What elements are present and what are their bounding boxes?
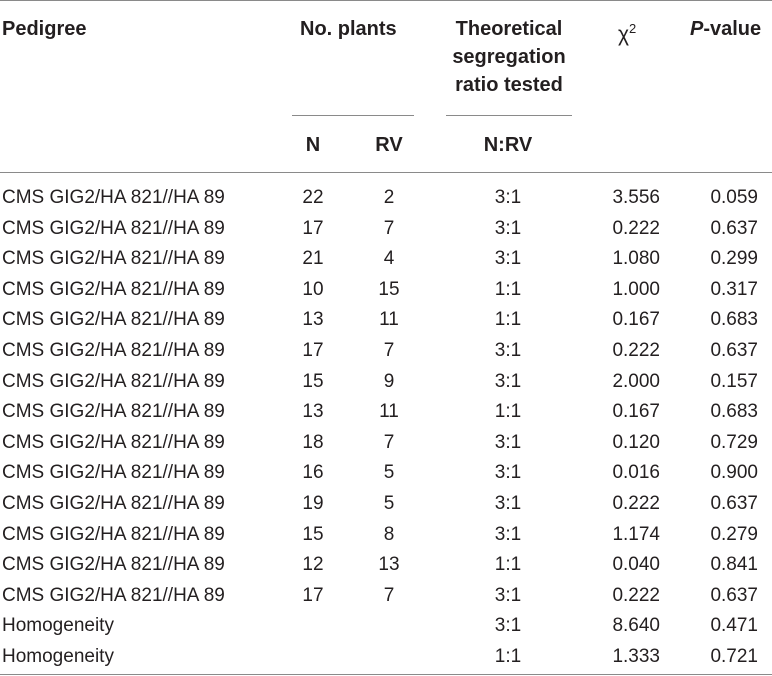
cell-pedigree: CMS GIG2/HA 821//HA 89 [2,523,225,545]
cell-ratio: 3:1 [494,340,522,361]
cell-rv: 13 [378,554,400,576]
cell-rv: 7 [383,431,395,453]
cell-ratio: 1:1 [494,309,522,331]
cell-p-value: 0.900 [710,462,758,484]
cell-n: 10 [302,278,324,300]
cell-ratio: 1:1 [494,646,522,667]
cell-pedigree: CMS GIG2/HA 821//HA 89 [2,431,225,453]
cell-pedigree: CMS GIG2/HA 821//HA 89 [2,584,225,606]
cell-chi2: 1.174 [612,523,660,545]
cell-pedigree: CMS GIG2/HA 821//HA 89 [2,401,225,423]
cell-chi2: 1.080 [612,248,660,270]
cell-pedigree: CMS GIG2/HA 821//HA 89 [2,217,225,239]
cell-n: 15 [302,523,324,545]
cell-n: 13 [302,401,324,423]
cell-pedigree: CMS GIG2/HA 821//HA 89 [2,278,225,300]
cell-ratio: 1:1 [494,554,522,576]
cell-pedigree: CMS GIG2/HA 821//HA 89 [2,309,225,331]
header-pedigree: Pedigree [2,18,87,40]
cell-n: 19 [302,493,324,514]
cell-n: 22 [302,187,324,208]
cell-ratio: 3:1 [494,217,522,239]
cell-chi2: 0.167 [612,401,660,423]
cell-chi2: 1.333 [612,646,660,667]
cell-pedigree: CMS GIG2/HA 821//HA 89 [2,493,225,514]
cell-p-value: 0.637 [710,217,758,239]
cell-ratio: 3:1 [494,187,522,208]
cell-n: 12 [302,554,324,576]
table-bottom-rule [0,674,772,675]
cell-n: 18 [302,431,324,453]
header-rv: RV [375,134,403,156]
chi-superscript: 2 [629,21,637,36]
cell-n: 15 [302,370,324,392]
cell-chi2: 3.556 [612,187,660,208]
cell-rv: 8 [383,523,395,545]
cell-pedigree: CMS GIG2/HA 821//HA 89 [2,370,225,392]
cell-rv: 9 [383,370,395,392]
cell-p-value: 0.637 [710,493,758,514]
cell-ratio: 3:1 [494,584,522,606]
cell-chi2: 2.000 [612,370,660,392]
cell-rv: 4 [383,248,395,270]
cell-ratio: 3:1 [494,493,522,514]
cell-rv: 11 [379,401,399,423]
cell-p-value: 0.279 [710,523,758,545]
cell-p-value: 0.157 [710,370,758,392]
cell-p-value: 0.637 [710,584,758,606]
cell-ratio: 3:1 [494,615,522,637]
cell-pedigree: CMS GIG2/HA 821//HA 89 [2,340,225,361]
cell-pedigree: CMS GIG2/HA 821//HA 89 [2,248,225,270]
cell-p-value: 0.683 [710,401,758,423]
cell-ratio: 3:1 [494,462,522,484]
cell-ratio: 3:1 [494,431,522,453]
cell-rv: 7 [383,217,395,239]
cell-ratio: 3:1 [494,370,522,392]
cell-p-value: 0.637 [710,340,758,361]
cell-chi2: 0.222 [612,340,660,361]
cell-p-value: 0.721 [710,646,758,667]
cell-p-value: 0.059 [710,187,758,208]
cell-n: 17 [302,340,324,361]
cell-chi2: 8.640 [612,615,660,637]
header-theoretical-line2: segregation [452,46,566,68]
header-theoretical-line1: Theoretical [455,18,563,40]
cell-rv: 11 [379,309,399,331]
cell-chi2: 0.040 [612,554,660,576]
cell-pedigree: CMS GIG2/HA 821//HA 89 [2,187,225,208]
cell-rv: 2 [383,187,395,208]
cell-chi2: 0.120 [612,431,660,453]
header-ratio-label: N:RV [483,134,533,156]
cell-pedigree: Homogeneity [2,615,114,637]
cell-rv: 7 [383,584,395,606]
cell-ratio: 1:1 [494,278,522,300]
cell-p-value: 0.683 [710,309,758,331]
p-rest: -value [703,18,762,40]
cell-p-value: 0.471 [710,615,758,637]
cell-chi2: 0.016 [612,462,660,484]
cell-p-value: 0.299 [710,248,758,270]
cell-n: 13 [302,309,324,331]
cell-chi2: 1.000 [612,278,660,300]
cell-rv: 15 [378,278,400,300]
cell-chi2: 0.167 [612,309,660,331]
cell-n: 17 [302,584,324,606]
cell-rv: 5 [383,462,395,484]
cell-ratio: 3:1 [494,248,522,270]
cell-n: 17 [302,217,324,239]
cell-p-value: 0.729 [710,431,758,453]
cell-pedigree: CMS GIG2/HA 821//HA 89 [2,554,225,576]
cell-chi2: 0.222 [612,493,660,514]
cell-ratio: 1:1 [494,401,522,423]
cell-n: 21 [302,248,324,270]
cell-chi2: 0.222 [612,217,660,239]
chi-symbol: χ [618,23,630,46]
cell-ratio: 3:1 [494,523,522,545]
cell-pedigree: CMS GIG2/HA 821//HA 89 [2,462,225,484]
cell-rv: 5 [383,493,395,514]
header-theoretical-line3: ratio tested [455,74,563,96]
header-n: N [305,134,321,156]
cell-pedigree: Homogeneity [2,646,114,667]
cell-chi2: 0.222 [612,584,660,606]
p-italic: P [690,18,704,40]
cell-rv: 7 [383,340,395,361]
header-no-plants: No. plants [300,18,397,40]
cell-p-value: 0.841 [710,554,758,576]
cell-n: 16 [302,462,324,484]
cell-p-value: 0.317 [710,278,758,300]
